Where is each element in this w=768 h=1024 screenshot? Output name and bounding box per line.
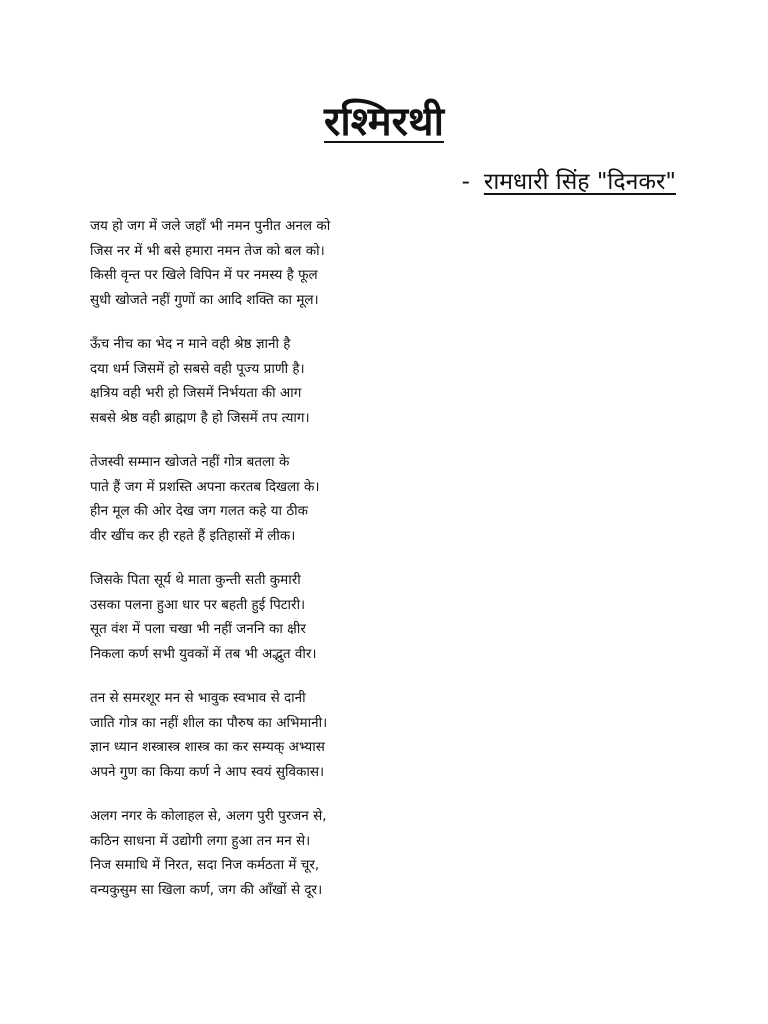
poem-line: वीर खींच कर ही रहते हैं इतिहासों में लीक। [90, 527, 296, 544]
poem-line: कठिन साधना में उद्योगी लगा हुआ तन मन से। [90, 832, 311, 849]
poem-title [0, 96, 768, 148]
poem-line: दया धर्म जिसमें हो सबसे वही पूज्य प्राणी है। [90, 360, 305, 377]
poem-line: निज समाधि में निरत, सदा निज कर्मठता में चूर, [90, 857, 320, 873]
stanza-4 [90, 568, 430, 666]
poem-line: किसी वृन्त पर खिले विपिन में पर नमस्य है फूल [90, 267, 318, 283]
author-name: रामधारी सिंह "दिनकर" [483, 169, 676, 195]
poem-line: पाते हैं जग में प्रशस्ति अपना करतब दिखला के। [90, 478, 320, 495]
poem-line: निकला कर्ण सभी युवकों में तब भी अद्भुत वीर। [90, 645, 317, 662]
poem-line: ऊँच नीच का भेद न माने वही श्रेष्ठ ज्ञानी है [90, 336, 291, 352]
poem-line: हीन मूल की ओर देख जग गलत कहे या ठीक [90, 503, 309, 519]
poem-line: जाति गोत्र का नहीं शील का पौरुष का अभिमानी। [90, 714, 328, 731]
poem-line: अपने गुण का किया कर्ण ने आप स्वयं सुविकास। [90, 763, 325, 780]
stanza-3 [90, 450, 430, 548]
stanza-1 [90, 214, 430, 312]
poem-line: जय हो जग में जले जहाँ भी नमन पुनीत अनल को [90, 218, 331, 234]
poem-line: सबसे श्रेष्ठ वही ब्राह्मण है हो जिसमें तप त्याग। [90, 409, 310, 426]
poem-line: तन से समरशूर मन से भावुक स्वभाव से दानी [90, 690, 306, 706]
stanza-6 [90, 804, 430, 902]
poem-line: ज्ञान ध्यान शस्त्रास्त्र शास्त्र का कर सम्यक् अभ्यास [90, 739, 325, 755]
poem-line: क्षत्रिय वही भरी हो जिसमें निर्भयता की आग [90, 385, 302, 401]
poem-title-text: रश्मिरथी [324, 99, 444, 145]
poem-line: वन्यकुसुम सा खिला कर्ण, जग की आँखों से दूर। [90, 881, 323, 898]
poem-line: अलग नगर के कोलाहल से, अलग पुरी पुरजन से, [90, 808, 327, 824]
stanza-5 [90, 686, 430, 784]
author-line [462, 166, 676, 198]
stanza-2 [90, 332, 430, 430]
poem-line: सुधी खोजते नहीं गुणों का आदि शक्ति का मूल। [90, 291, 319, 308]
poem-line: जिसके पिता सूर्य थे माता कुन्ती सती कुमारी [90, 572, 301, 588]
poem-body [90, 214, 430, 922]
poem-line: सूत वंश में पला चखा भी नहीं जननि का क्षीर [90, 621, 306, 637]
poem-line: जिस नर में भी बसे हमारा नमन तेज को बल को। [90, 242, 325, 259]
poem-line: उसका पलना हुआ धार पर बहती हुई पिटारी। [90, 596, 306, 613]
poem-line: तेजस्वी सम्मान खोजते नहीं गोत्र बतला के [90, 454, 290, 470]
author-dash: - [461, 169, 470, 195]
